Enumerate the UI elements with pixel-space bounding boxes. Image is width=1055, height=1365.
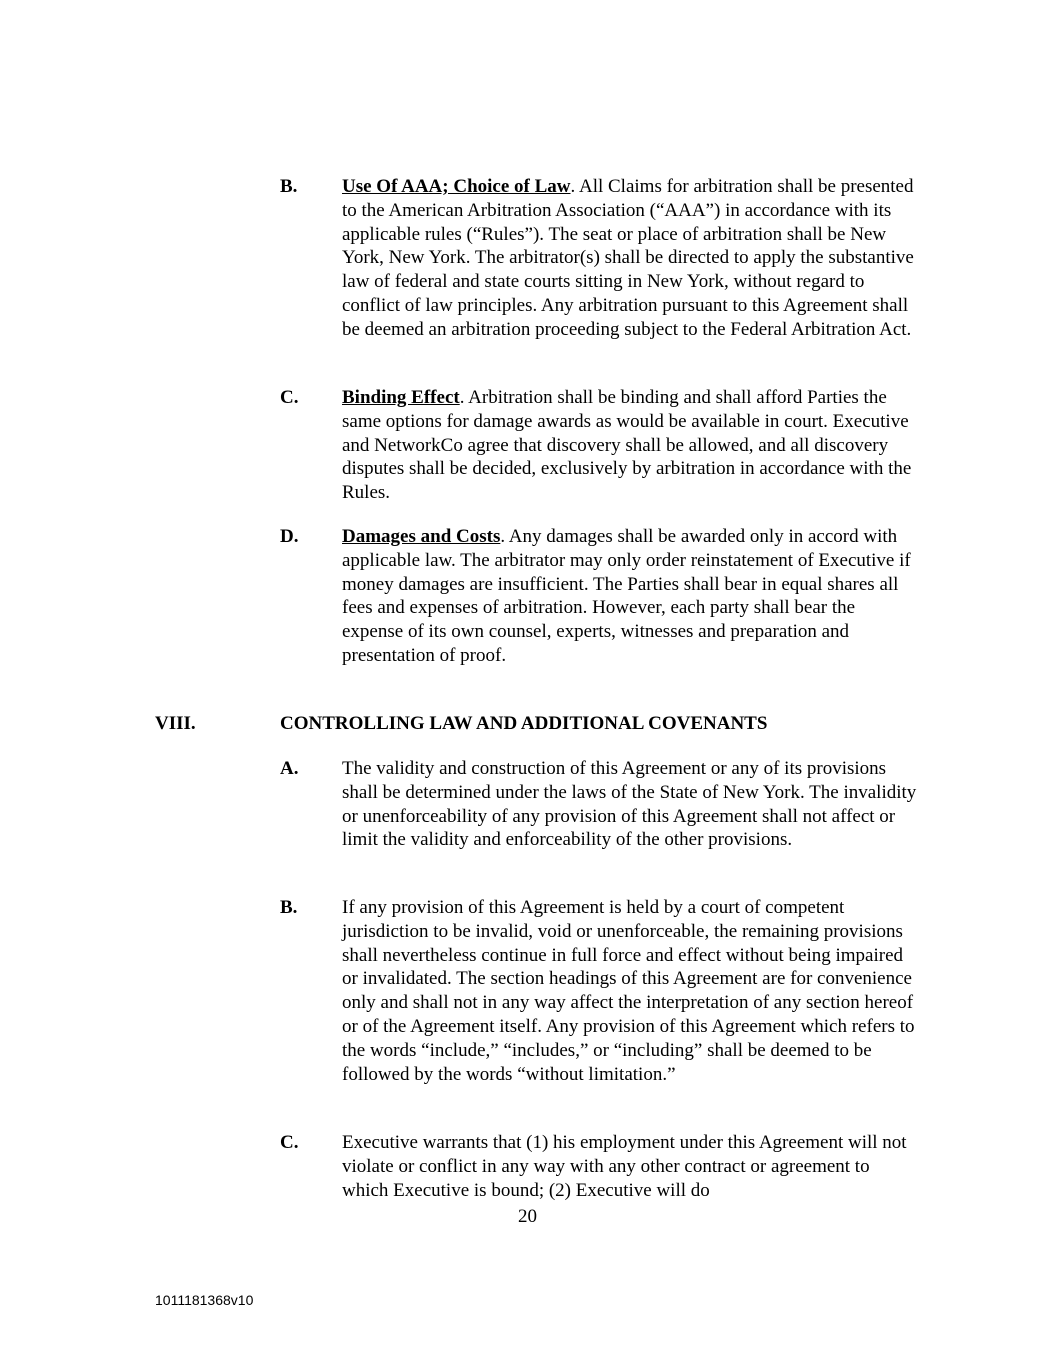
paragraph-heading: Binding Effect [342, 387, 460, 408]
page-number: 20 [518, 1206, 537, 1227]
document-id: 1011181368v10 [155, 1292, 254, 1308]
paragraph-vii-c [280, 386, 920, 505]
paragraph-body [342, 386, 920, 505]
paragraph-letter: B. [280, 897, 298, 918]
paragraph-text: . All Claims for arbitration shall be presented to the American Arbitration Association (“AAA”) in accordance with its applicable rules (“Rules”). The seat or place of arbitration shall be New York, New York. The arbitrator(s) shall be directed to apply the substantive law of federal and state courts sitting in New York, without regard to conflict of law principles. Any arbitration pursuant to this Agreement shall be deemed an arbitration proceeding subject to the Federal Arbitration Act. [342, 176, 914, 340]
paragraph-viii-c [280, 1131, 920, 1202]
paragraph-letter: D. [280, 526, 299, 547]
paragraph-text: . Any damages shall be awarded only in accord with applicable law. The arbitrator may only order reinstatement of Executive if money damages are insufficient. The Parties shall bear in equal shares all fees and expenses of arbitration. However, each party shall bear the expense of its own counsel, experts, witnesses and preparation and presentation of proof. [342, 526, 911, 666]
section-number: VIII. [155, 713, 196, 734]
paragraph-letter: B. [280, 176, 298, 197]
paragraph-vii-b [280, 175, 920, 342]
paragraph-body [342, 175, 920, 342]
paragraph-text: . Arbitration shall be binding and shall afford Parties the same options for damage awards as would be available in court. Executive and NetworkCo agree that discovery shall be allowed, and all discovery disputes shall be decided, exclusively by arbitration in accordance with the Rules. [342, 387, 912, 504]
paragraph-heading: Use Of AAA; Choice of Law [342, 176, 571, 197]
paragraph-heading: Damages and Costs [342, 526, 501, 547]
paragraph-body: The validity and construction of this Agreement or any of its provisions shall be determined under the laws of the State of New York. The invalidity or unenforceability of any provision of this Agreement shall not affect or limit the validity and enforceability of the other provisions. [342, 758, 917, 851]
paragraph-vii-d [280, 525, 920, 668]
paragraph-body [342, 525, 920, 668]
paragraph-letter: A. [280, 758, 299, 779]
paragraph-viii-a [280, 757, 920, 852]
paragraph-body: Executive warrants that (1) his employment under this Agreement will not violate or conflict in any way with any other contract or agreement to which Executive is bound; (2) Executive will do [342, 1132, 907, 1201]
paragraph-letter: C. [280, 387, 299, 408]
section-title: CONTROLLING LAW AND ADDITIONAL COVENANTS [280, 713, 768, 734]
paragraph-viii-b [280, 896, 920, 1086]
paragraph-letter: C. [280, 1132, 299, 1153]
paragraph-body: If any provision of this Agreement is held by a court of competent jurisdiction to be invalid, void or unenforceable, the remaining provisions shall nevertheless continue in full force and effect without being impaired or invalidated. The section headings of this Agreement are for convenience only and shall not in any way affect the interpretation of any section hereof or of the Agreement itself. Any provision of this Agreement which refers to the words “include,” “includes,” or “including” shall be deemed to be followed by the words “without limitation.” [342, 897, 915, 1085]
